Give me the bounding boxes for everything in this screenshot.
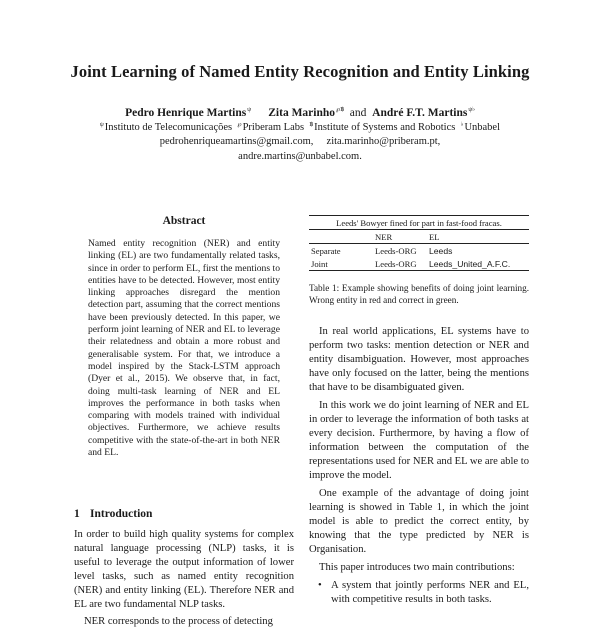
authors-and: and [349, 107, 367, 119]
bullet-icon: • [318, 580, 322, 591]
table-cell: Leeds_United_A.F.C. [427, 257, 529, 271]
author-affiliation-mark: ψ [247, 107, 251, 113]
list-item-text: A system that jointly performs NER and EL, with competitive results in both tasks. [331, 580, 529, 605]
right-column-body [309, 325, 529, 607]
table-header-cell [309, 230, 373, 244]
affiliation-mark: ♭ [460, 122, 464, 128]
affiliation: Instituto de Telecomunicações [104, 122, 233, 133]
abstract-body [88, 238, 280, 459]
paragraph: In order to build high quality systems for complex natural language processing (NLP) tasks, it is useful to leverage the output information of lower level tasks, such as named entity recognition (NER) and entity linking (EL). Therefore NER and EL are two fundamental NLP tasks. [74, 529, 294, 610]
abstract-heading: Abstract [162, 215, 206, 227]
author-emails [0, 135, 600, 164]
abstract-text: Named entity recognition (NER) and entity linking (EL) are two fundamentally related tasks, since in order to perform EL, first the mentions to entities have to be detected. However, most entity linking approaches disregard the mention detection part, assuming that the correct mentions have been previously detected. In this paper, we perform joint learning of NER and EL to leverage their relatedness and obtain a more robust and generalisable system. For that, we introduce a model inspired by the Stack-LSTM approach (Dyer et al., 2015). We observe that, in fact, doing multi-task learning of NER and EL improves the performance in both tasks when comparing with models trained with individual objectives. Furthermore, we achieve results competitive with the state-of-the-art in both NER and EL. [88, 238, 280, 459]
paragraph: This paper introduces two main contributions: [319, 562, 515, 573]
affiliation-list [0, 121, 600, 133]
table-cell: Separate [311, 245, 341, 256]
author-affiliation-mark: ℘฿ [336, 107, 345, 113]
list-item [318, 579, 529, 607]
author-affiliation-mark: ψ♭ [468, 107, 475, 113]
table-cell: Leeds [429, 245, 453, 256]
table-cell: Joint [309, 257, 373, 271]
affiliation-mark: ℘ [237, 122, 242, 128]
email: zita.marinho@priberam.pt, [326, 136, 441, 147]
affiliation: Unbabel [464, 122, 501, 133]
table-header-cell: NER [373, 230, 427, 244]
table-header-cell: EL [427, 230, 529, 244]
email: andre.martins@unbabel.com. [238, 150, 362, 162]
affiliation: Institute of Systems and Robotics [314, 122, 456, 133]
example-table [309, 215, 529, 271]
paper-title: Joint Learning of Named Entity Recognition and Entity Linking [70, 62, 530, 81]
affiliation-mark: ψ [99, 122, 104, 128]
author-name: Zita Marinho [268, 107, 336, 119]
table-sentence: Leeds' Bowyer fined for part in fast-food fracas. [309, 216, 529, 230]
paragraph: In this work we do joint learning of NER and EL in order to leverage the information of both tasks at every decision. Furthermore, by having a flow of information between the computation of the representations used for NER and EL we are able to improve the model. [309, 400, 529, 481]
table-cell: Leeds-ORG [375, 245, 417, 256]
introduction-body [74, 528, 294, 632]
affiliation-mark: ฿ [309, 122, 314, 128]
paragraph: NER corresponds to the process of detecting [84, 616, 273, 627]
email: pedrohenriqueamartins@gmail.com, [159, 136, 314, 147]
affiliation: Priberam Labs [242, 122, 305, 133]
section-number: 1 [74, 508, 80, 520]
section-heading-introduction [74, 508, 294, 520]
contribution-list [309, 579, 529, 607]
table-cell: Leeds-ORG [373, 257, 427, 271]
section-title: Introduction [90, 508, 153, 520]
author-name: André F.T. Martins [372, 107, 468, 119]
paragraph: In real world applications, EL systems have to perform two tasks: mention detection or NER and entity disambiguation. However, most approaches have only focused on the latter, being the mentions that have to be disambiguated given. [309, 326, 529, 393]
paragraph: One example of the advantage of doing joint learning is showed in Table 1, in which the joint model is able to predict the correct entity, by knowing that the type predicted by NER is Organisation. [309, 488, 529, 555]
author-name: Pedro Henrique Martins [125, 107, 247, 119]
author-list [0, 106, 600, 119]
table-caption: Table 1: Example showing benefits of doing joint learning. Wrong entity in red and correct in green. [309, 283, 529, 305]
